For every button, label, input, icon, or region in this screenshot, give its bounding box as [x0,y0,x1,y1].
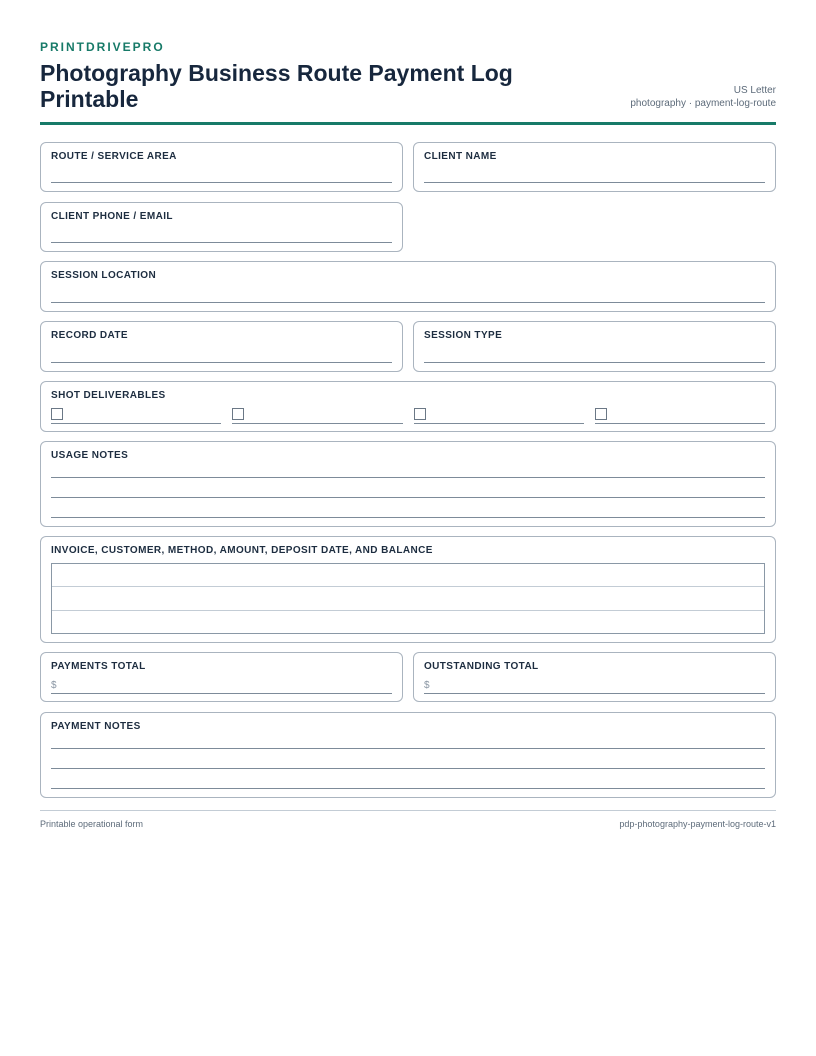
client-name-field[interactable] [413,142,776,192]
client-name-input-line[interactable] [424,182,765,183]
invoice-table-section [40,536,776,643]
checkbox-icon[interactable] [51,408,63,420]
invoice-table [51,563,765,634]
payments-total-field[interactable] [40,652,403,702]
outstanding-currency-symbol: $ [424,680,430,691]
outstanding-total-label: OUTSTANDING TOTAL [424,661,539,672]
payments-total-label: PAYMENTS TOTAL [51,661,146,672]
payment-notes-line[interactable] [51,768,765,769]
session-type-field[interactable] [413,321,776,372]
payments-total-input-line[interactable] [51,693,392,694]
payment-notes-line[interactable] [51,788,765,789]
table-row[interactable] [52,564,764,587]
usage-notes-label: USAGE NOTES [51,450,129,461]
payment-notes-line[interactable] [51,748,765,749]
record-date-input-line[interactable] [51,362,392,363]
deliverables-checklist [51,408,765,424]
usage-notes-field[interactable] [40,441,776,527]
usage-notes-line[interactable] [51,477,765,478]
brand-name: PRINTDRIVEPRO [40,40,165,54]
record-date-field[interactable] [40,321,403,372]
footer-description: Printable operational form [40,819,144,829]
usage-notes-line[interactable] [51,497,765,498]
footer-rule [40,810,776,811]
usage-notes-line[interactable] [51,517,765,518]
session-type-label: SESSION TYPE [424,330,503,341]
outstanding-total-input-line[interactable] [424,693,765,694]
shot-deliverables-field [40,381,776,432]
document-meta [630,84,776,112]
checkbox-icon[interactable] [414,408,426,420]
paper-size: US Letter [733,85,776,96]
table-row[interactable] [52,587,764,610]
invoice-table-label: INVOICE, CUSTOMER, METHOD, AMOUNT, DEPOSIT DATE, AND BALANCE [51,545,433,556]
client-contact-label: CLIENT PHONE / EMAIL [51,211,173,222]
document-tags: photography · payment-log-route [630,98,776,109]
outstanding-total-field[interactable] [413,652,776,702]
checkbox-icon[interactable] [595,408,607,420]
shot-deliverables-label: SHOT DELIVERABLES [51,390,166,401]
table-row[interactable] [52,611,764,634]
deliverable-item[interactable] [232,408,402,424]
route-label: ROUTE / SERVICE AREA [51,151,177,162]
payments-currency-symbol: $ [51,680,57,691]
payment-notes-label: PAYMENT NOTES [51,721,141,732]
page-header [40,40,776,125]
deliverable-item[interactable] [414,408,584,424]
deliverable-item[interactable] [595,408,765,424]
client-name-label: CLIENT NAME [424,151,497,162]
header [40,60,776,112]
form-id: pdp-photography-payment-log-route-v1 [619,819,776,829]
record-date-label: RECORD DATE [51,330,128,341]
session-location-input-line[interactable] [51,302,765,303]
client-contact-field[interactable] [40,202,403,252]
header-rule [40,122,776,125]
route-field[interactable] [40,142,403,192]
client-contact-input-line[interactable] [51,242,392,243]
session-location-label: SESSION LOCATION [51,270,157,281]
route-input-line[interactable] [51,182,392,183]
session-type-input-line[interactable] [424,362,765,363]
session-location-field[interactable] [40,261,776,312]
payment-notes-field[interactable] [40,712,776,798]
page-title: Photography Business Route Payment Log Printable [40,60,513,112]
checkbox-icon[interactable] [232,408,244,420]
deliverable-item[interactable] [51,408,221,424]
